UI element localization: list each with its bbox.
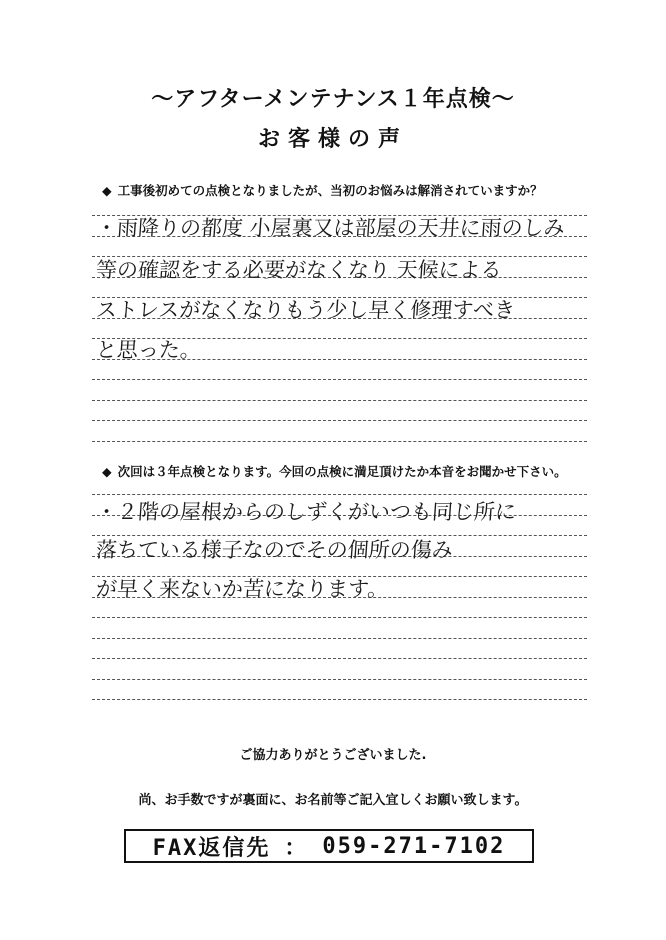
fax-return-box: [124, 829, 534, 863]
ruled-line: [92, 379, 587, 380]
diamond-bullet-icon: ◆: [102, 183, 112, 198]
thanks-message: ご協力ありがとうございました.: [239, 748, 427, 763]
instruction-note: 尚、お手数ですが裏面に、お名前等ご記入宜しくお願い致します。: [138, 793, 528, 808]
question-2-text: 次回は３年点検となります。今回の点検に満足頂けたか本音をお聞かせ下さい。: [117, 464, 567, 479]
ruled-line: [92, 494, 587, 495]
question-1-text: 工事後初めての点検となりましたが、当初のお悩みは解消されていますか？: [117, 183, 543, 198]
page-title: ～アフターメンテナンス１年点検～: [151, 87, 515, 112]
page-subtitle: お客様の声: [257, 127, 408, 152]
fax-number: 059-271-7102: [322, 833, 506, 859]
answer-2-line-3: が早く来ないか苦になります。: [95, 577, 390, 601]
ruled-line: [92, 441, 587, 442]
ruled-line: [92, 679, 587, 680]
ruled-line: [92, 658, 587, 659]
answer-1-line-3: ストレスがなくなりもう少し早く修理すべき: [95, 298, 516, 322]
fax-separator: ：: [284, 835, 309, 861]
ruled-line: [92, 699, 587, 700]
ruled-line: [92, 400, 587, 401]
ruled-line: [92, 617, 587, 618]
answer-1-line-1: ・雨降りの都度 小屋裏又は部屋の天井に雨のしみ: [95, 216, 566, 240]
question-1: [102, 181, 622, 199]
answer-1-line-4: と思った。: [95, 338, 202, 362]
diamond-bullet-icon: ◆: [102, 464, 112, 479]
fax-label: FAX返信先: [152, 835, 271, 861]
ruled-line: [92, 638, 587, 639]
answer-1-line-2: 等の確認をする必要がなくなり 天候による: [95, 258, 503, 282]
ruled-line: [92, 420, 587, 421]
answer-2-line-2: 落ちている様子なのでその個所の傷み: [95, 538, 454, 562]
answer-2-line-1: ・２階の屋根からのしずくがいつも同じ所に: [95, 500, 517, 524]
question-2: [102, 462, 622, 480]
